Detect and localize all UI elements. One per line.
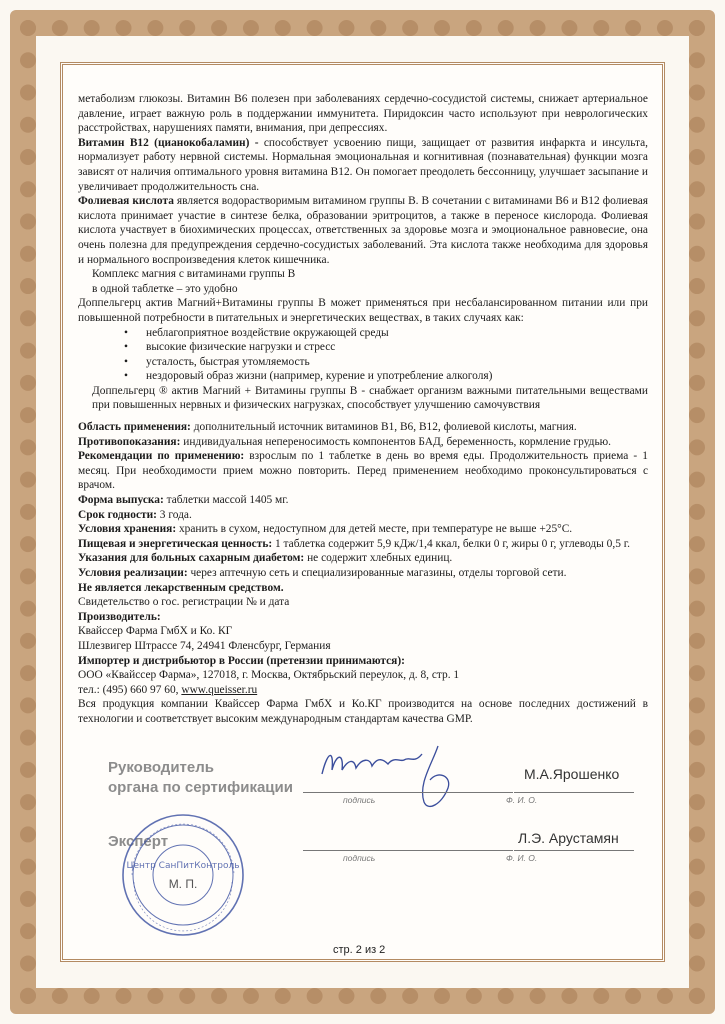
recommendations-text: взрослым по 1 таблетке в день во время еды. Продолжительность приема - 1 месяц. При необходимости прием можно повторить. Перед применением необходимо проконсультироваться с врачом. <box>78 450 648 492</box>
folic-acid-text: является водорастворимым витамином группы В. В сочетании с витаминами В6 и В12 фолиевая кислота принимает участие в синтезе белка, образовании эритроцитов, а также в переносе кислорода. Фолиевая кислота участвует в биохимических процессах, ответственных за здоровье мозга и эмоциональное равновесие, она очень полезна для предупреждения сердечно-сосудистых заболеваний. Эта кислота также необходима для здоровья и нормального воспроизведения клеток кишечника. <box>78 195 648 266</box>
folic-acid-label: Фолиевая кислота <box>78 195 174 208</box>
shelf-life-text: 3 года. <box>156 508 192 521</box>
contraindications-text: индивидуальная непереносимость компонентов БАД, беременность, кормление грудью. <box>180 435 612 448</box>
folic-acid-paragraph <box>78 194 648 267</box>
sale-text: через аптечную сеть и специализированные магазины, отделы торговой сети. <box>187 567 567 579</box>
head-fio-caption: Ф. И. О. <box>506 795 538 805</box>
list-item: • неблагоприятное воздействие окружающей среды <box>146 326 648 341</box>
application-area-label: Область применения: <box>78 421 191 434</box>
document-body <box>78 92 648 727</box>
diabetic-label: Указания для больных сахарным диабетом: <box>78 552 305 565</box>
expert-name-line <box>514 850 634 851</box>
sale-conditions <box>78 566 648 581</box>
expert-name: Л.Э. Арустамян <box>518 830 619 846</box>
stamp-mp-text: М. П. <box>168 877 198 891</box>
storage-conditions <box>78 522 648 537</box>
usage-bullet-list <box>78 326 648 384</box>
application-area-text: дополнительный источник витаминов В1, В6, В12, фолиевой кислоты, магния. <box>190 421 577 434</box>
producer-address: Шлезвигер Штрассе 74, 24941 Фленсбург, Германия <box>78 639 331 652</box>
diabetic-notes <box>78 551 648 566</box>
importer-heading <box>78 654 648 669</box>
vitamin-b12-text: способствует усвоению пищи, защищает от развития инфаркта и инсульта, нормализует работу нервной системы. Нормальная эмоциональная и когнитивная (познавательная) функции мозга зависят от наличия оптимального уровня витамина В12. Он помогает преодолеть бессонницу, улучшает засыпание и увеличивает продолжительность сна. <box>78 136 648 193</box>
recommendations <box>78 449 648 493</box>
head-name: М.А.Ярошенко <box>524 766 620 782</box>
certification-stamp <box>120 812 246 938</box>
nutrition-value <box>78 537 648 552</box>
page-number: стр. 2 из 2 <box>333 944 386 956</box>
not-drug-notice <box>78 581 648 596</box>
list-item: • высокие физические нагрузки и стресс <box>146 340 648 355</box>
producer-label: Производитель: <box>78 610 161 623</box>
diabetic-text: не содержит хлебных единиц. <box>304 552 453 565</box>
storage-label: Условия хранения: <box>78 523 177 536</box>
recommendations-label: Рекомендации по применению: <box>78 450 245 463</box>
head-signature-line <box>303 792 513 793</box>
head-signature-caption: подпись <box>343 795 376 805</box>
importer-contacts <box>78 683 648 698</box>
shelf-life <box>78 508 648 523</box>
vitamin-b6-paragraph: метаболизм глюкозы. Витамин В6 полезен при заболеваниях сердечно-сосудистой системы, снижает артериальное давление, играет важную роль в поддержании иммунитета. Пиридоксин часто используют при неврологических расстройствах, нарушениях памяти, внимания, при депрессиях. <box>78 93 648 135</box>
importer-label: Импортер и дистрибьютор в России (претензии принимаются): <box>78 654 405 667</box>
complex-line-1: Комплекс магния с витаминами группы В <box>92 268 296 281</box>
expert-fio-caption: Ф. И. О. <box>506 853 538 863</box>
expert-role: Эксперт <box>108 833 169 850</box>
storage-text: хранить в сухом, недоступном для детей месте, при температуре не выше +25°С. <box>176 523 573 536</box>
release-form-label: Форма выпуска: <box>78 494 164 507</box>
release-form-text: таблетки массой 1405 мг. <box>163 494 289 507</box>
complex-line-2: в одной таблетке – это удобно <box>92 282 238 295</box>
vitamin-b12-paragraph <box>78 136 648 194</box>
list-item: • нездоровый образ жизни (например, курение и употребление алкоголя) <box>146 369 648 384</box>
expert-signature-caption: подпись <box>343 853 376 863</box>
contraindications-label: Противопоказания: <box>78 435 181 448</box>
expert-signature-line <box>303 850 513 851</box>
stamp-center-text: Центр СанПитКонтроль <box>126 861 240 871</box>
producer-name: Квайссер Фарма ГмбХ и Ко. КГ <box>78 625 233 638</box>
sale-label: Условия реализации: <box>78 567 188 579</box>
registration-certificate: Свидетельство о гос. регистрации № и дата <box>78 596 290 609</box>
usage-intro: Доппельгерц актив Магний+Витамины группы В может применяться при несбалансированном питании или при повышенной потребности в питательных и энергетических веществах, в таких случаях как: <box>78 297 648 324</box>
head-signature-flourish <box>408 744 458 814</box>
importer-phone: тел.: (495) 660 97 60, <box>78 683 182 696</box>
head-role-line-1: Руководитель <box>108 759 214 776</box>
nutrition-label: Пищевая и энергетическая ценность: <box>78 537 273 550</box>
importer-website-link[interactable]: www.queisser.ru <box>181 683 258 696</box>
application-area <box>78 420 648 435</box>
nutrition-text: 1 таблетка содержит 5,9 кДж/1,4 ккал, белки 0 г, жиры 0 г, углеводы 0,5 г. <box>272 537 630 550</box>
not-drug-text: Не является лекарственным средством. <box>78 581 284 594</box>
vitamin-b12-label: Витамин В12 (цианокобаламин) - <box>78 136 259 149</box>
release-form <box>78 493 648 508</box>
producer-heading <box>78 610 648 625</box>
contraindications <box>78 435 648 450</box>
shelf-life-label: Срок годности: <box>78 508 157 521</box>
summary-paragraph: Доппельгерц ® актив Магний + Витамины группы В - снабжает организм важными питательными веществами при повышенных нервных и физических нагрузках, способствует улучшению самочувствия <box>92 384 648 412</box>
list-item: • усталость, быстрая утомляемость <box>146 355 648 370</box>
head-name-line <box>514 792 634 793</box>
importer-address: ООО «Квайссер Фарма», 127018, г. Москва, Октябрьский переулок, д. 8, стр. 1 <box>78 669 460 682</box>
gmp-statement: Вся продукция компании Квайссер Фарма ГмбХ и Ко.КГ производится на основе последних достижений в технологии и соответствует высоким международным стандартам качества GMP. <box>78 698 648 725</box>
head-role-line-2: органа по сертификации <box>108 779 293 796</box>
